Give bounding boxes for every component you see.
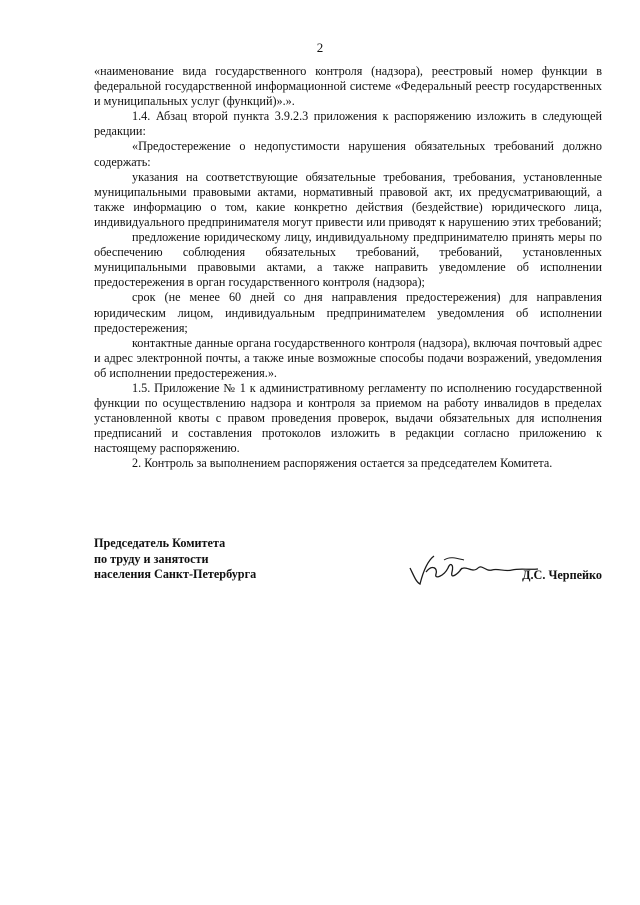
signatory-title-line: Председатель Комитета <box>94 536 226 550</box>
paragraph-registry-continuation: «наименование вида государственного контроля (надзора), реестровый номер функции в федеральной государственной информационной системе «Федеральный реестр государственных и муниципальных услуг (функций)».». <box>94 64 602 109</box>
paragraph-1-4: 1.4. Абзац второй пункта 3.9.2.3 приложения к распоряжению изложить в следующей редакции: <box>94 109 602 139</box>
signatory-title-line: по труду и занятости <box>94 551 209 566</box>
paragraph-warning-intro: «Предостережение о недопустимости нарушения обязательных требований должно содержать: <box>94 139 602 169</box>
paragraph-deadline: срок (не менее 60 дней со дня направления предостережения) для направления юридическим лицом, индивидуальным предпринимателем уведомления об исполнении предостережения; <box>94 290 602 335</box>
page-number: 2 <box>316 40 324 55</box>
signatory-title <box>94 536 256 583</box>
signatory-name: Д.С. Черпейко <box>522 568 602 582</box>
paragraph-1-5: 1.5. Приложение № 1 к административному регламенту по исполнению государственной функции по осуществлению надзора и контроля за приемом на работу инвалидов в пределах установленной квоты с правом проведения проверок, выдачи обязательных для исполнения предписаний и составления протоколов изложить в редакции согласно приложению к настоящему распоряжению. <box>94 380 602 456</box>
signature-block <box>94 536 602 586</box>
signatory-title-line: населения Санкт-Петербурга <box>94 567 257 581</box>
paragraph-requirements: указания на соответствующие обязательные требования, требования, установленные муниципальными правовыми актами, нормативный правовой акт, их предусматривающий, а также информацию о том, какие конкретно действия (бездействие) юридического лица, индивидуального предпринимателя могут привести или приводят к нарушению этих требований; <box>94 169 602 229</box>
paragraph-contacts: контактные данные органа государственного контроля (надзора), включая почтовый адрес и адрес электронной почты, а также иные возможные способы подачи возражений, уведомления об исполнении предостережения.». <box>94 335 602 380</box>
document-body <box>94 64 602 472</box>
paragraph-control: 2. Контроль за выполнением распоряжения остается за председателем Комитета. <box>132 456 553 471</box>
paragraph-proposal: предложение юридическому лицу, индивидуальному предпринимателю принять меры по обеспечению соблюдения обязательных требований, требований, установленных муниципальными правовыми актами, а также направить уведомление об исполнении предостережения в орган государственного контроля (надзора); <box>94 230 602 290</box>
